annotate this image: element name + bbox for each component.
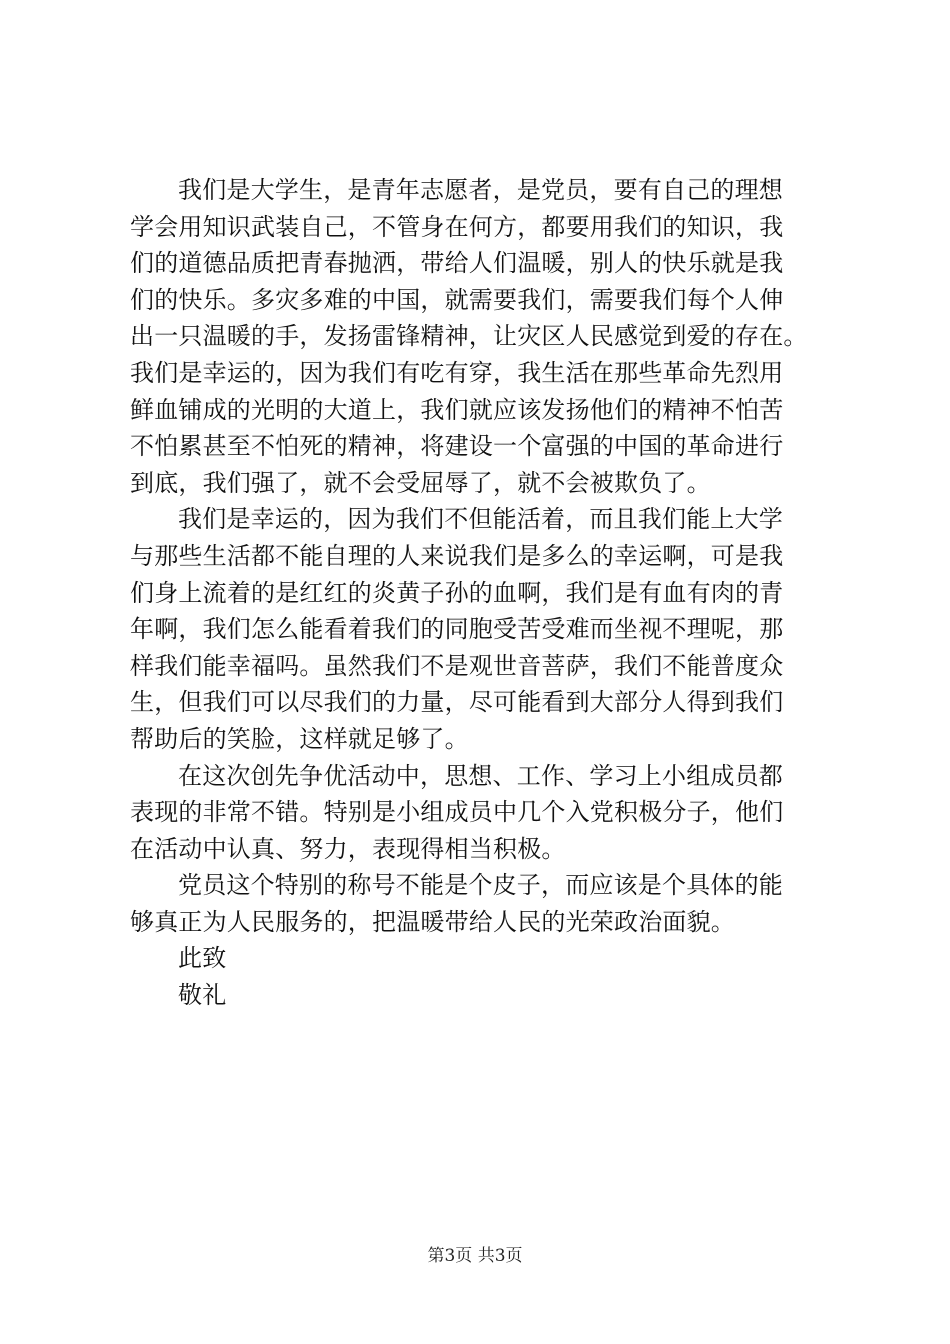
text-line: 样我们能幸福吗。虽然我们不是观世音菩萨，我们不能普度众 xyxy=(130,651,784,680)
text-line: 在活动中认真、努力，表现得相当积极。 xyxy=(130,834,566,863)
text-line: 不怕累甚至不怕死的精神，将建设一个富强的中国的革命进行 xyxy=(130,432,784,461)
text-line: 们身上流着的是红红的炎黄子孙的血啊，我们是有血有肉的青 xyxy=(130,578,784,607)
text-line: 党员这个特别的称号不能是个皮子，而应该是个具体的能 xyxy=(178,871,783,900)
text-line: 表现的非常不错。特别是小组成员中几个入党积极分子，他们 xyxy=(130,798,784,827)
text-line: 年啊，我们怎么能看着我们的同胞受苦受难而坐视不理呢，那 xyxy=(130,615,784,644)
text-line: 到底，我们强了，就不会受屈辱了，就不会被欺负了。 xyxy=(130,468,711,497)
text-line: 生，但我们可以尽我们的力量，尽可能看到大部分人得到我们 xyxy=(130,688,784,717)
text-line: 敬礼 xyxy=(178,981,227,1010)
text-line: 我们是幸运的，因为我们不但能活着，而且我们能上大学 xyxy=(178,505,783,534)
text-line: 出一只温暖的手，发扬雷锋精神，让灾区人民感觉到爱的存在。 xyxy=(130,322,808,351)
text-line: 我们是幸运的，因为我们有吃有穿，我生活在那些革命先烈用 xyxy=(130,358,784,387)
text-line: 我们是大学生，是青年志愿者，是党员，要有自己的理想 xyxy=(178,176,783,204)
text-line: 在这次创先争优活动中，思想、工作、学习上小组成员都 xyxy=(178,761,783,790)
text-line: 们的道德品质把青春抛洒，带给人们温暖，别人的快乐就是我 xyxy=(130,249,784,278)
text-line: 学会用知识武装自己，不管身在何方，都要用我们的知识，我 xyxy=(130,212,784,241)
text-line: 帮助后的笑脸，这样就足够了。 xyxy=(130,724,469,753)
text-line: 此致 xyxy=(178,944,227,973)
text-line: 够真正为人民服务的，把温暖带给人民的光荣政治面貌。 xyxy=(130,907,735,936)
text-line: 与那些生活都不能自理的人来说我们是多么的幸运啊，可是我 xyxy=(130,541,784,570)
text-line: 鲜血铺成的光明的大道上，我们就应该发扬他们的精神不怕苦 xyxy=(130,395,784,424)
page-footer: 第3页 共3页 xyxy=(427,1246,523,1266)
document-body xyxy=(130,172,846,1014)
text-line: 们的快乐。多灾多难的中国，就需要我们，需要我们每个人伸 xyxy=(130,285,784,314)
